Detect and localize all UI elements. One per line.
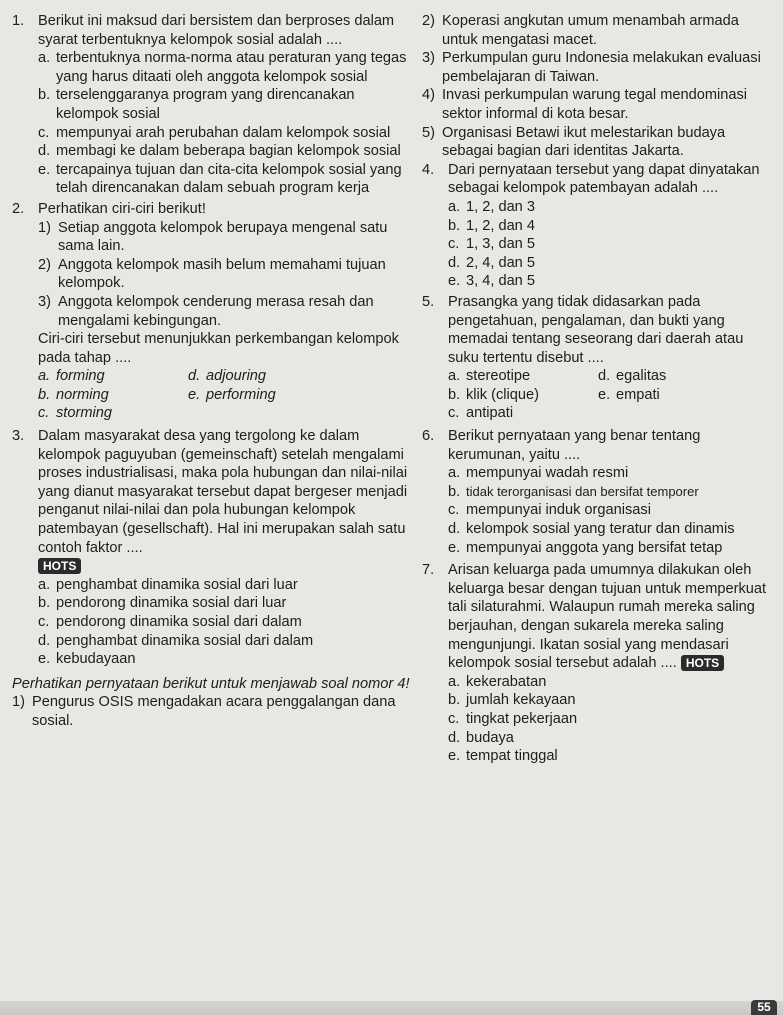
option: a. stereotipe xyxy=(448,368,531,385)
option: b. pendorong dinamika sosial dari luar xyxy=(38,595,287,612)
option: b. norming xyxy=(38,386,109,403)
option: c. mempunyai induk organisasi xyxy=(448,502,651,519)
hots-badge: HOTS xyxy=(38,558,81,574)
option: b. terselenggaranya program yang direncanakan kelompok sosial xyxy=(38,87,355,122)
option: d. penghambat dinamika sosial dari dalam xyxy=(38,632,314,649)
option: e. tempat tinggal xyxy=(448,748,558,765)
option: c. tingkat pekerjaan xyxy=(448,710,578,727)
question-text: Arisan keluarga pada umumnya dilakukan oleh keluarga besar dengan tujuan untuk memperkuat tali silaturahmi. Walaupun rumah mereka saling berjauhan, dengan sukarela mereka saling mengunjungi. Ikatan sosial yang mendasari kelompok sosial tersebut adalah .... HOTS xyxy=(448,562,767,672)
options-grid xyxy=(38,367,412,423)
option: c. antipati xyxy=(448,405,514,422)
option: c. mempunyai arah perubahan dalam kelompok sosial xyxy=(38,124,391,141)
question-number: 7. xyxy=(422,562,435,579)
question-number: 6. xyxy=(422,428,435,445)
option: b. 1, 2, dan 4 xyxy=(448,217,535,234)
option: a. forming xyxy=(38,368,105,385)
question-number: 5. xyxy=(422,293,435,310)
option: d. kelompok sosial yang teratur dan dinamis xyxy=(448,521,735,538)
question-6 xyxy=(422,427,774,557)
left-column xyxy=(12,12,412,731)
option: a. 1, 2, dan 3 xyxy=(448,198,535,215)
option: d. budaya xyxy=(448,729,514,746)
option: e. performing xyxy=(188,386,276,403)
question-number: 4. xyxy=(422,161,435,178)
option: b. tidak terorganisasi dan bersifat temporer xyxy=(448,483,699,500)
statement: 5) Organisasi Betawi ikut melestarikan budaya sebagai bagian dari identitas Jakarta. xyxy=(422,124,726,160)
option: a. penghambat dinamika sosial dari luar xyxy=(38,576,298,593)
instruction-text: Perhatikan pernyataan berikut untuk menjawab soal nomor 4! xyxy=(12,675,410,692)
option: c. pendorong dinamika sosial dari dalam xyxy=(38,614,302,630)
statement: 3) Anggota kelompok cenderung merasa resah dan mengalami kebingungan. xyxy=(38,293,374,329)
option: d. adjouring xyxy=(188,368,267,385)
question-text: Prasangka yang tidak didasarkan pada pengetahuan, pengalaman, dan bukti yang memadai tentang seseorang dari daerah atau suku tertentu disebut .... xyxy=(448,293,744,366)
option: b. jumlah kekayaan xyxy=(448,692,576,709)
option: e. empati xyxy=(598,386,660,403)
option: b. klik (clique) xyxy=(448,386,539,403)
page-footer-bar xyxy=(0,1001,783,1015)
question-text: Berikut pernyataan yang benar tentang kerumunan, yaitu .... xyxy=(448,428,701,463)
question-text: Dalam masyarakat desa yang tergolong ke dalam kelompok paguyuban (gemeinschaft) setelah mengalami proses industrialisasi, maka pola hubungan dan nilai-nilai yang dianut masyarakat tersebut dapat bergeser menjadi penganut nilai-nilai dan pola hubungan kelompok patembayan (gesellschaft). Hal ini merupakan salah satu contoh faktor .... xyxy=(38,428,408,556)
statement: 2) Koperasi angkutan umum menambah armada untuk mengatasi macet. xyxy=(422,13,739,48)
question-1 xyxy=(12,12,412,198)
question-2 xyxy=(12,200,412,423)
question-number: 1. xyxy=(12,13,25,29)
question-text: Perhatikan ciri-ciri berikut! xyxy=(38,200,206,217)
option: c. 1, 3, dan 5 xyxy=(448,236,535,253)
statement: 3) Perkumpulan guru Indonesia melakukan evaluasi pembelajaran di Taiwan. xyxy=(422,50,761,85)
question-4 xyxy=(422,161,774,291)
question-text: Berikut ini maksud dari bersistem dan berproses dalam syarat terbentuknya kelompok sosial adalah .... xyxy=(38,13,395,48)
statement: 1) Pengurus OSIS mengadakan acara penggalangan dana sosial. xyxy=(12,694,396,729)
option: a. terbentuknya norma-norma atau peraturan yang tegas yang harus ditaati oleh anggota kelompok sosial xyxy=(38,50,407,85)
option: e. tercapainya tujuan dan cita-cita kelompok sosial yang telah direncanakan dalam sebuah program kerja xyxy=(38,161,402,197)
hots-badge: HOTS xyxy=(681,655,724,671)
question-stem: Ciri-ciri tersebut menunjukkan perkembangan kelompok pada tahap .... xyxy=(38,331,399,366)
option: e. kebudayaan xyxy=(38,651,136,668)
option: e. 3, 4, dan 5 xyxy=(448,273,535,290)
option: a. mempunyai wadah resmi xyxy=(448,465,629,482)
right-column xyxy=(422,12,774,766)
option: a. kekerabatan xyxy=(448,673,547,690)
question-number: 3. xyxy=(12,428,25,445)
options-grid xyxy=(448,367,774,423)
question-7 xyxy=(422,561,774,766)
page-number: 55 xyxy=(751,1000,777,1015)
option: d. membagi ke dalam beberapa bagian kelompok sosial xyxy=(38,143,401,160)
statement: 2) Anggota kelompok masih belum memahami tujuan kelompok. xyxy=(38,256,386,292)
option: d. 2, 4, dan 5 xyxy=(448,254,535,271)
statement: 4) Invasi perkumpulan warung tegal mendominasi sektor informal di kota besar. xyxy=(422,87,748,122)
question-5 xyxy=(422,293,774,423)
option: e. mempunyai anggota yang bersifat tetap xyxy=(448,539,723,556)
statement: 1) Setiap anggota kelompok berupaya mengenal satu sama lain. xyxy=(38,219,388,255)
question-text: Dari pernyataan tersebut yang dapat dinyatakan sebagai kelompok patembayan adalah .... xyxy=(448,161,760,197)
question-3 xyxy=(12,427,412,669)
option: d. egalitas xyxy=(598,368,667,385)
question-number: 2. xyxy=(12,200,25,217)
option: c. storming xyxy=(38,405,112,422)
